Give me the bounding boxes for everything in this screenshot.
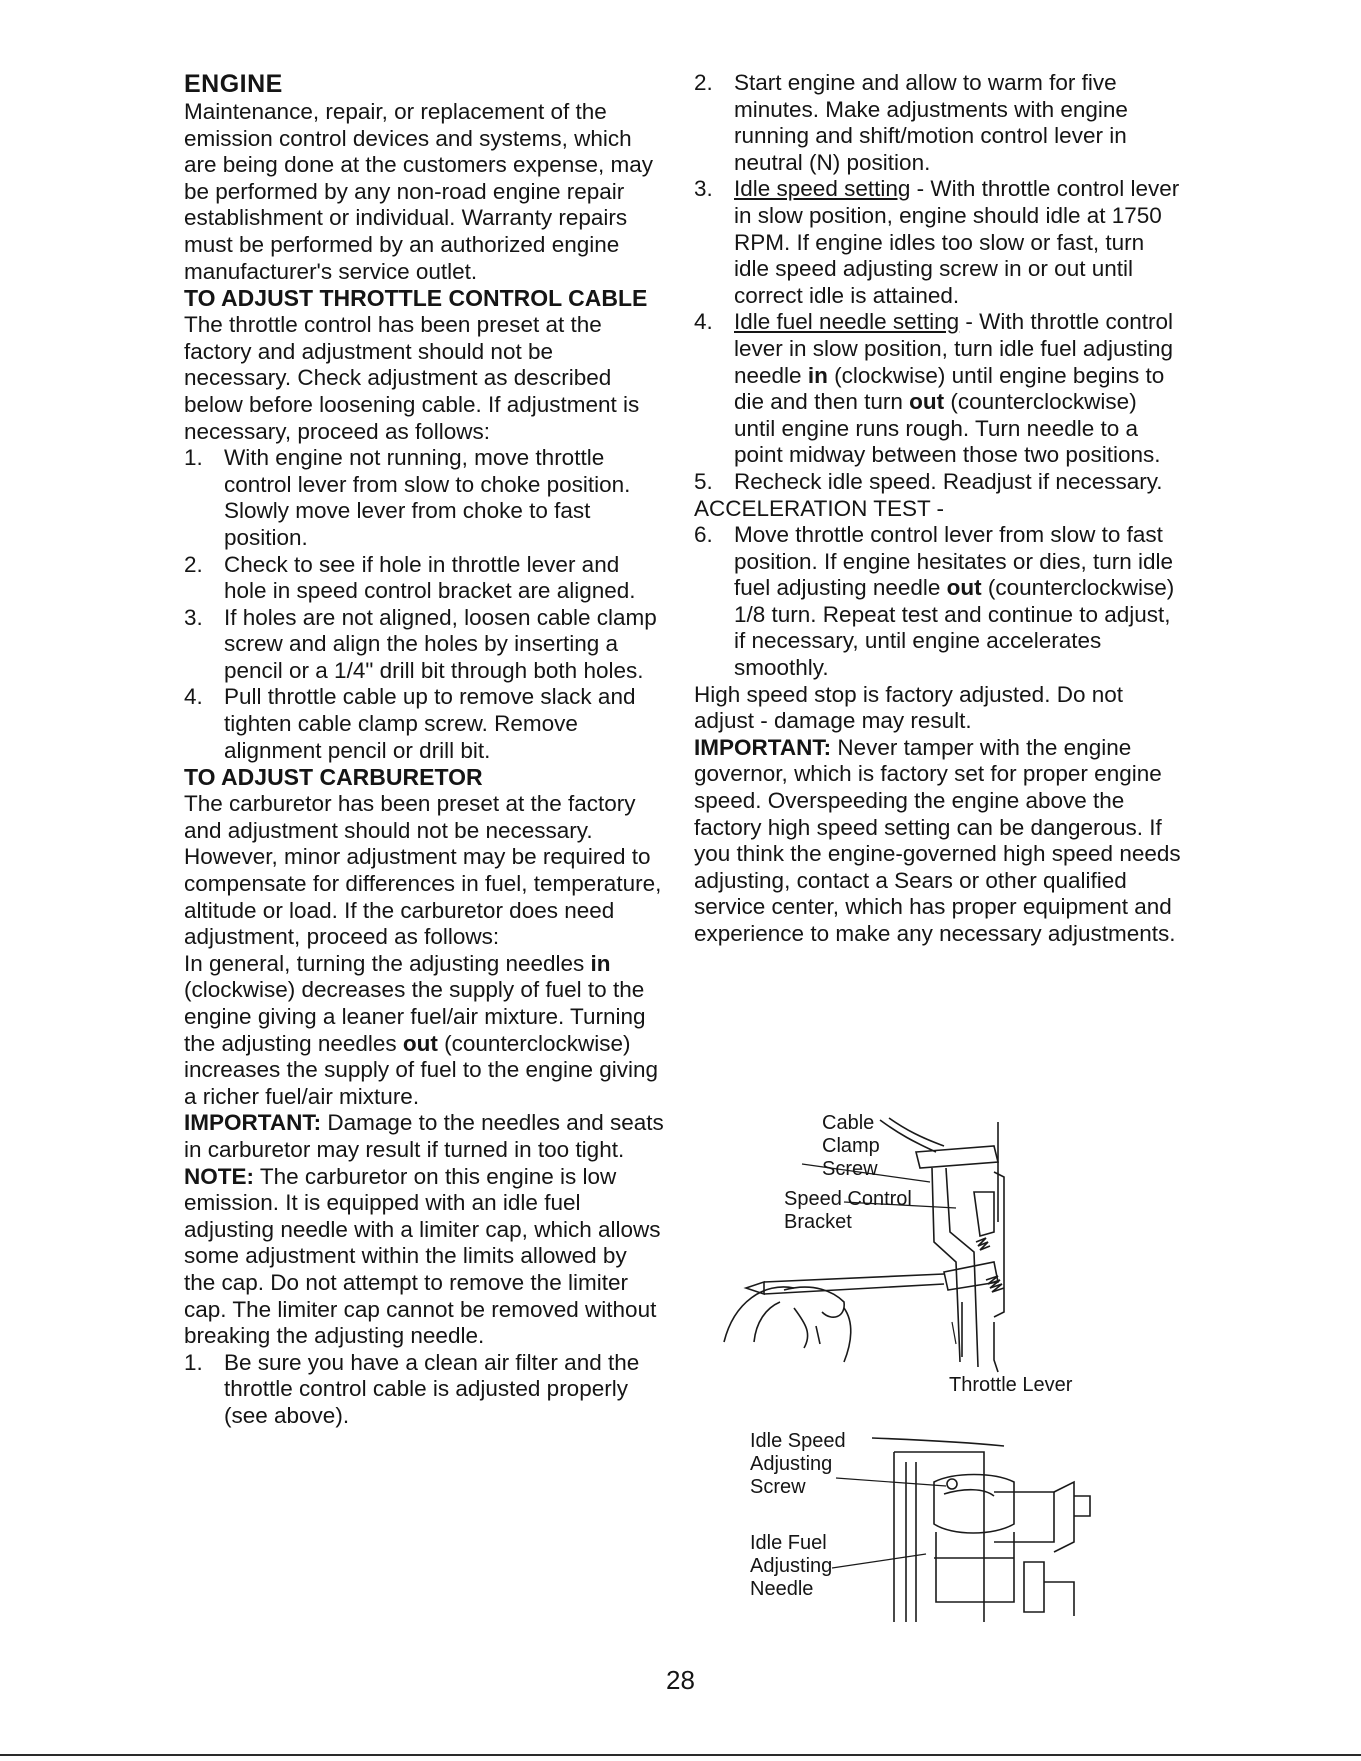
throttle-steps-list	[184, 445, 664, 764]
step-text: With engine not running, move throttle control lever from slow to choke position. Slowly move lever from choke to fast position.	[224, 445, 631, 550]
text-run: (clockwise) until engine begins to die and then turn	[734, 362, 1165, 415]
bold-out: out	[909, 389, 945, 415]
step-text: If holes are not aligned, loosen cable clamp screw and align the holes by inserting a pencil or a 1/4" drill bit through both holes.	[224, 604, 657, 683]
idle-fuel-needle-label: Idle Fuel Adjusting Needle	[750, 1532, 833, 1600]
text-run: (counterclockwise) increases the supply of fuel to the engine giving a richer fuel/air mixture.	[184, 1030, 659, 1109]
throttle-cable-heading: TO ADJUST THROTTLE CONTROL CABLE	[184, 285, 648, 312]
right-column	[694, 70, 1184, 948]
general-adjust-paragraph	[184, 951, 664, 1111]
carburetor-steps-continued	[694, 70, 1184, 496]
note-label: NOTE:	[184, 1163, 254, 1189]
list-item	[184, 552, 664, 605]
acceleration-steps	[694, 522, 1184, 682]
idle-speed-screw-label: Idle Speed Adjusting Screw	[750, 1430, 846, 1498]
list-item	[184, 1350, 664, 1430]
note-paragraph	[184, 1164, 664, 1350]
step-label: Idle fuel needle setting	[734, 309, 960, 335]
text-run: - With throttle control lever in slow position, turn idle fuel adjusting needle	[734, 309, 1173, 388]
step-text: - With throttle control lever in slow position, engine should idle at 1750 RPM. If engine idles too slow or fast, turn idle speed adjusting screw in or out until correct idle is attained.	[734, 176, 1180, 308]
important-label: IMPORTANT:	[694, 734, 832, 760]
throttle-cable-illustration	[694, 1112, 1184, 1402]
list-item	[694, 522, 1184, 682]
bold-out: out	[402, 1030, 438, 1056]
text-run: In general, turning the adjusting needles	[184, 950, 591, 976]
cable-clamp-screw-label: Cable Clamp Screw	[822, 1112, 880, 1180]
step-text: Be sure you have a clean air filter and the throttle control cable is adjusted properly (see above).	[224, 1349, 640, 1428]
bold-in: in	[590, 950, 611, 976]
carburetor-paragraph: The carburetor has been preset at the factory and adjustment should not be necessary. However, minor adjustment may be required to compensate for differences in fuel, temperature, altitude or load. If the carburetor does need adjustment, proceed as follows:	[184, 791, 662, 950]
list-item	[694, 176, 1184, 309]
important-note-right	[694, 735, 1184, 948]
step-text: Recheck idle speed. Readjust if necessary.	[734, 468, 1163, 494]
step-text: Check to see if hole in throttle lever and hole in speed control bracket are aligned.	[224, 551, 636, 604]
important-note-left	[184, 1110, 664, 1163]
list-item	[694, 469, 1184, 496]
list-item	[694, 70, 1184, 176]
list-item	[184, 684, 664, 764]
step-label: Idle speed setting	[734, 176, 911, 202]
step-number: 1.	[184, 1349, 203, 1375]
throttle-cable-paragraph: The throttle control has been preset at the factory and adjustment should not be necessary. Check adjustment as described below before loosening cable. If adjustment is necessary, proceed as follows:	[184, 312, 640, 444]
text-run: (counterclockwise) 1/8 turn. Repeat test and continue to adjust, if necessary, until engine accelerates smoothly.	[734, 575, 1175, 681]
text-run: (clockwise) decreases the supply of fuel to the engine giving a leaner fuel/air mixture. Turning the adjusting needles	[184, 977, 646, 1056]
step-number: 2.	[694, 70, 713, 95]
bold-in: in	[807, 362, 828, 388]
important-text: Damage to the needles and seats in carburetor may result if turned in too tight.	[184, 1110, 664, 1162]
throttle-lever-label: Throttle Lever	[949, 1374, 1073, 1396]
step-number: 4.	[184, 684, 203, 710]
bold-out: out	[946, 575, 982, 601]
acceleration-test-heading: ACCELERATION TEST -	[694, 495, 945, 521]
carburetor-heading: TO ADJUST CARBURETOR	[184, 764, 483, 791]
step-number: 6.	[694, 522, 713, 548]
step-number: 2.	[184, 551, 203, 577]
engine-heading: ENGINE	[184, 70, 283, 98]
bottom-rule	[0, 1754, 1361, 1756]
step-text: Start engine and allow to warm for five minutes. Make adjustments with engine running and shift/motion control lever in neutral (N) position.	[734, 70, 1128, 175]
left-column	[184, 70, 664, 1430]
important-label: IMPORTANT:	[184, 1110, 322, 1136]
step-number: 4.	[694, 309, 713, 335]
important-text: Never tamper with the engine governor, which is factory set for proper engine speed. Overspeeding the engine above the factory high speed setting can be dangerous. If you think the engine-governed high speed needs adjusting, contact a Sears or other qualified service center, which has proper equipment and experience to make any necessary adjustments.	[694, 734, 1181, 946]
note-text: The carburetor on this engine is low emission. It is equipped with an idle fuel adjusting needle with a limiter cap, which allows some adjustment within the limits allowed by the cap. Do not attempt to remove the limiter cap. The limiter cap cannot be removed without breaking the adjusting needle.	[184, 1163, 661, 1349]
page-number: 28	[666, 1665, 695, 1695]
engine-paragraph: Maintenance, repair, or replacement of the emission control devices and systems, which are being done at the customers expense, may be performed by any non-road engine repair establishment or individual. Warranty repairs must be performed by an authorized engine manufacturer's service outlet.	[184, 99, 654, 284]
step-text: Pull throttle cable up to remove slack and tighten cable clamp screw. Remove alignment pencil or drill bit.	[224, 684, 636, 763]
step-number: 1.	[184, 445, 203, 471]
step-number: 3.	[184, 604, 203, 630]
list-item	[184, 605, 664, 685]
carburetor-steps-list	[184, 1350, 664, 1430]
text-run: Move throttle control lever from slow to fast position. If engine hesitates or dies, turn idle fuel adjusting needle	[734, 522, 1174, 601]
step-number: 5.	[694, 468, 713, 494]
step-number: 3.	[694, 176, 713, 202]
speed-control-bracket-label: Speed Control Bracket	[784, 1188, 912, 1233]
list-item	[694, 309, 1184, 469]
list-item	[184, 445, 664, 551]
figures-area	[694, 1112, 1184, 1622]
high-speed-paragraph: High speed stop is factory adjusted. Do not adjust - damage may result.	[694, 681, 1123, 734]
text-run: (counterclockwise) until engine runs rough. Turn needle to a point midway between those two positions.	[734, 389, 1161, 468]
